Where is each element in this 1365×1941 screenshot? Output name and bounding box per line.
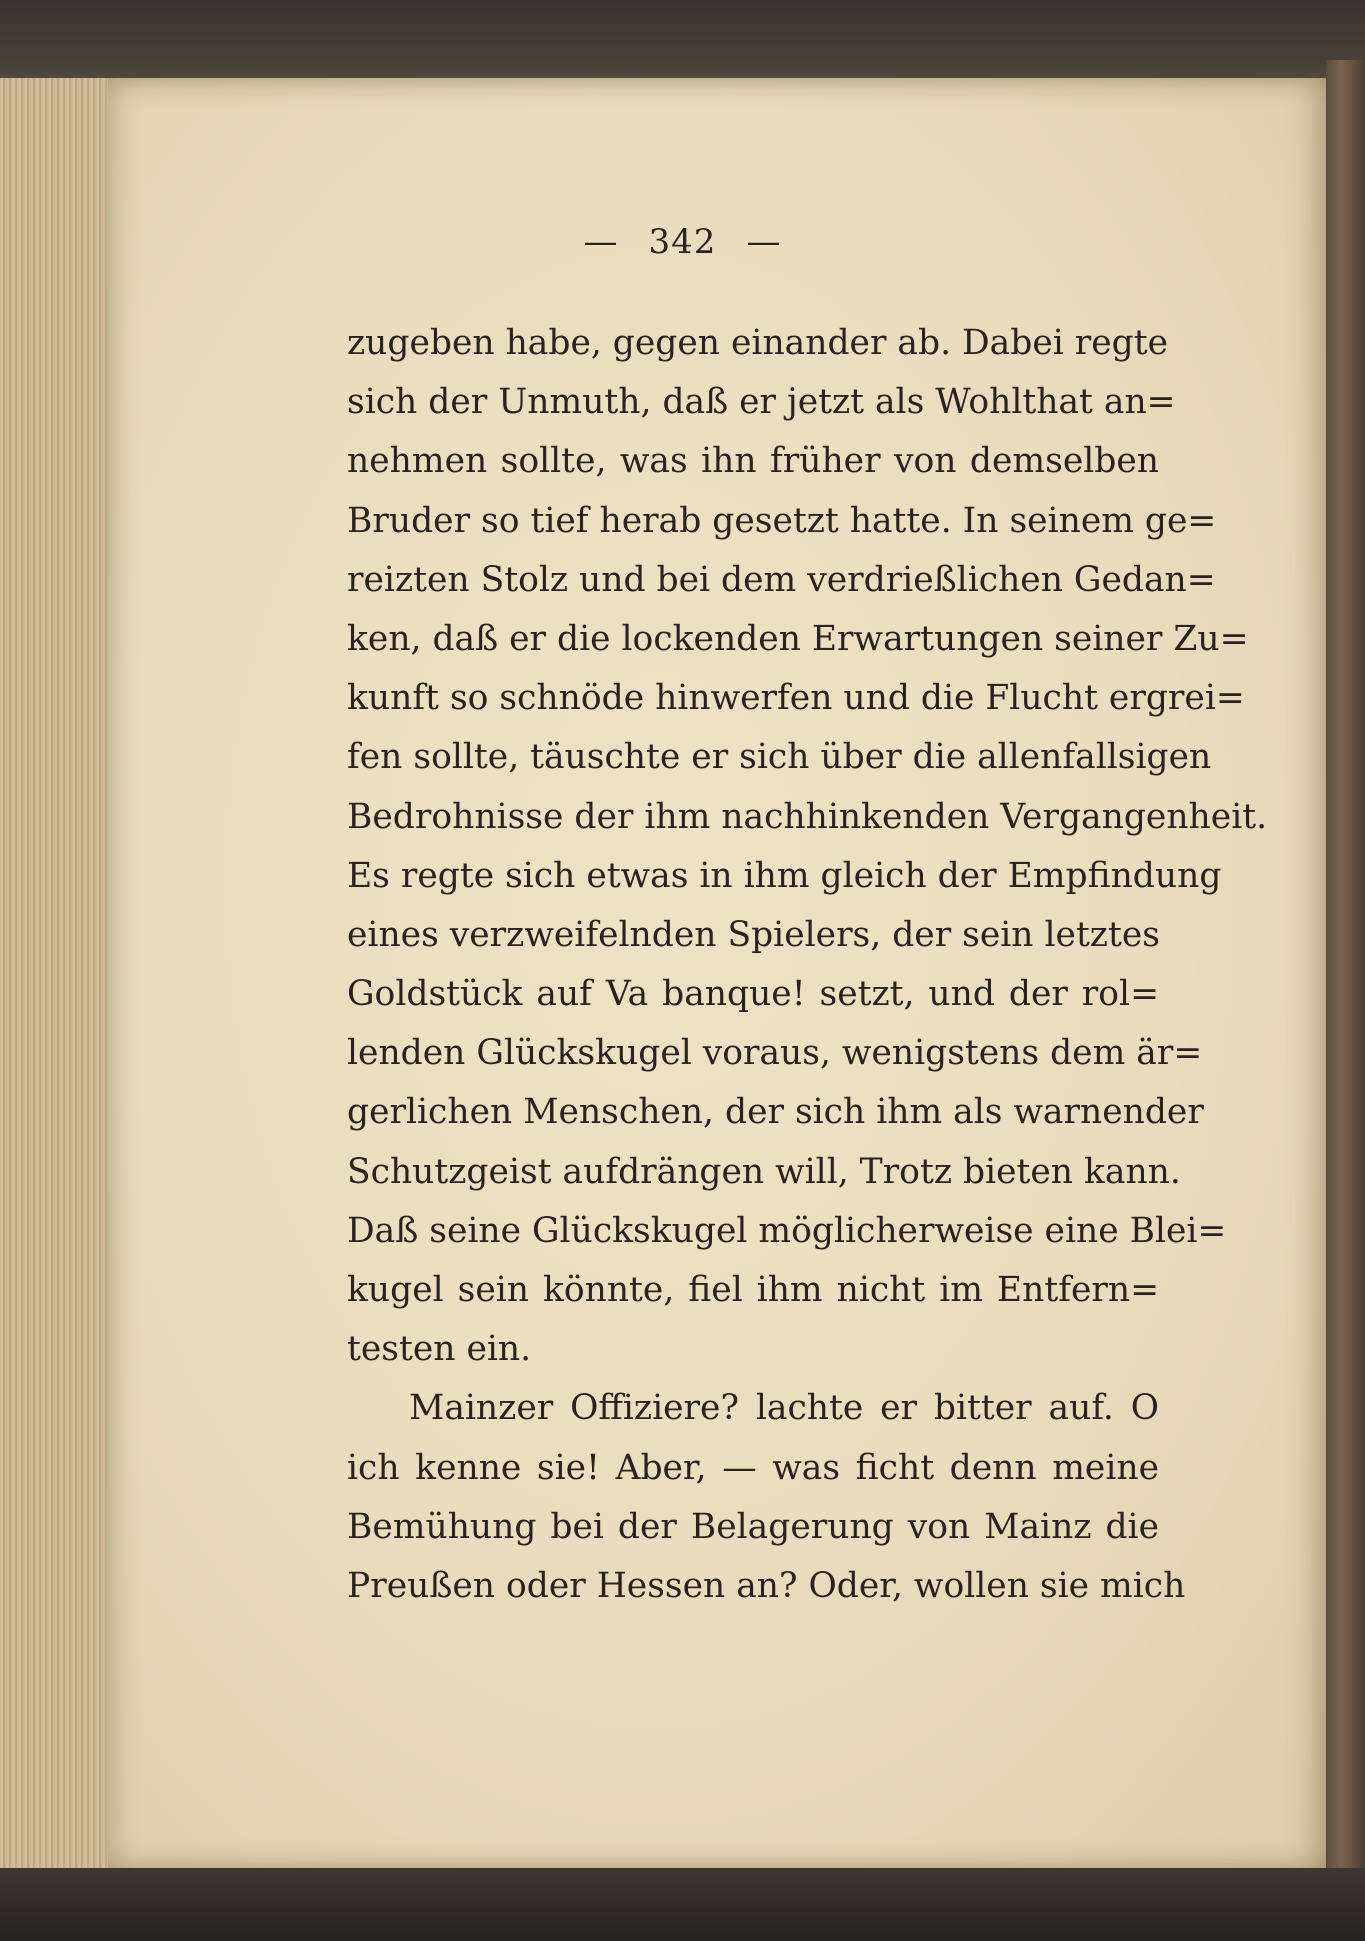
body-text [347,314,1268,1616]
book-spine-edge [1326,60,1365,1880]
text-line: eines verzweifelnden Spielers, der sein letztes [347,914,1160,955]
text-line: zugeben habe, gegen einander ab. Dabei regte [347,323,1169,363]
page-number: 342 [648,222,717,262]
paragraph-end-line: testen ein. [347,1329,532,1370]
text-line: ken, daß er die lockenden Erwartungen seiner Zu= [347,618,1249,659]
text-line: gerlichen Menschen, der sich ihm als warnender [347,1092,1204,1133]
text-line: lenden Glückskugel voraus, wenigstens dem är= [347,1033,1203,1074]
text-line: fen sollte, täuschte er sich über die allenfallsigen [347,737,1212,778]
text-line: reizten Stolz und bei dem verdrießlichen Gedan= [347,559,1216,600]
text-line: ich kenne sie! Aber, — was ficht denn meine [347,1447,1159,1488]
text-line: Bemühung bei der Belagerung von Mainz die [347,1506,1159,1547]
page-number-dash-left: — [583,222,619,262]
paragraph-start-line: Mainzer Offiziere? lachte er bitter auf. O [409,1388,1159,1429]
text-line: sich der Unmuth, daß er jetzt als Wohlthat an= [347,382,1176,423]
page-header [0,222,1365,262]
text-line: Es regte sich etwas in ihm gleich der Empfindung [347,855,1222,896]
text-line: kugel sein könnte, fiel ihm nicht im Entfern= [347,1270,1159,1310]
text-line: nehmen sollte, was ihn früher von demselben [347,441,1159,482]
text-line: Schutzgeist aufdrängen will, Trotz bieten kann. [347,1151,1181,1192]
text-line: Daß seine Glückskugel möglicherweise eine Blei= [347,1210,1227,1251]
page-stack-edge [0,78,114,1878]
page-number-dash-right: — [746,222,782,262]
text-line: Goldstück auf Va banque! setzt, und der rol= [347,974,1159,1015]
text-line: Preußen oder Hessen an? Oder, wollen sie mich [347,1565,1186,1606]
text-line: Bruder so tief herab gesetzt hatte. In seinem ge= [347,500,1217,541]
text-line: Bedrohnisse der ihm nachhinkenden Vergangenheit. [347,796,1268,837]
book-cover-bottom-edge [0,1868,1365,1941]
text-line: kunft so schnöde hinwerfen und die Flucht ergrei= [347,678,1245,719]
